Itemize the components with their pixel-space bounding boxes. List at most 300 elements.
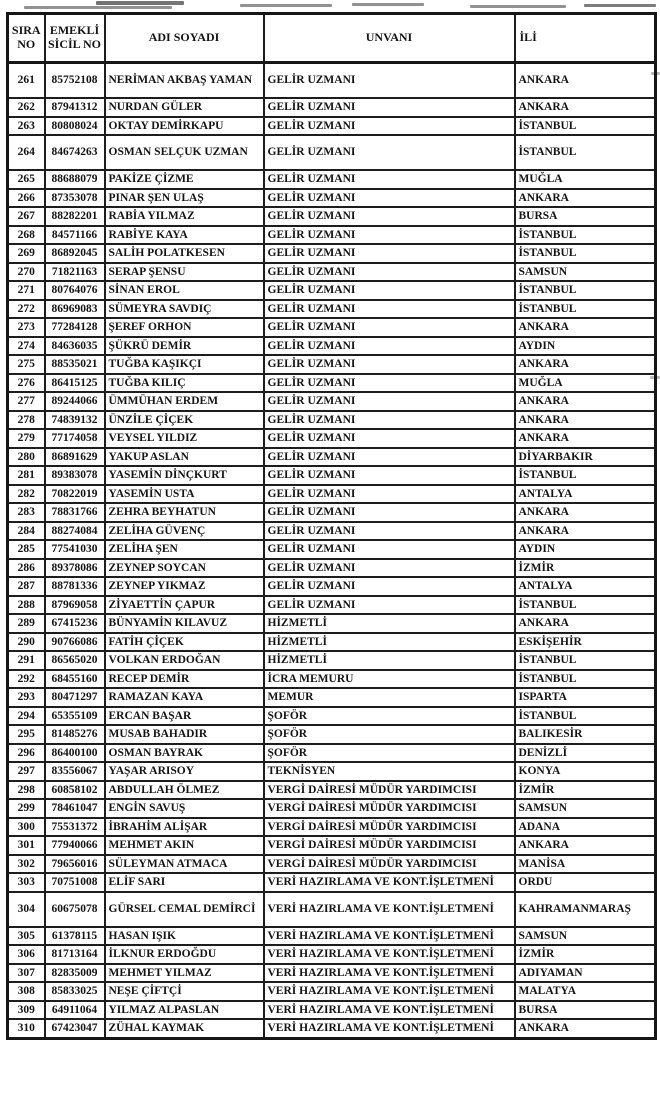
- cell-sira-no: 291: [8, 651, 45, 670]
- cell-unvani: GELİR UZMANI: [264, 300, 515, 319]
- cell-sira-no: 302: [8, 855, 45, 874]
- personnel-table: [6, 12, 657, 1040]
- table-row: [8, 263, 656, 282]
- cell-sicil-no: 77174058: [45, 429, 105, 448]
- cell-sicil-no: 77940066: [45, 836, 105, 855]
- table-row: [8, 244, 656, 263]
- cell-sicil-no: 90766086: [45, 633, 105, 652]
- cell-adi-soyadi: ZEHRA BEYHATUN: [105, 503, 264, 522]
- table-row: [8, 540, 656, 559]
- cell-ili: ANKARA: [515, 503, 656, 522]
- cell-sicil-no: 85752108: [45, 63, 105, 99]
- table-row: [8, 411, 656, 430]
- cell-sira-no: 307: [8, 964, 45, 983]
- cell-sicil-no: 68455160: [45, 670, 105, 689]
- table-row: [8, 466, 656, 485]
- scan-artifact: [96, 1, 184, 5]
- cell-sicil-no: 67423047: [45, 1019, 105, 1038]
- cell-unvani: VERİ HAZIRLAMA VE KONT.İŞLETMENİ: [264, 873, 515, 892]
- cell-sicil-no: 60675078: [45, 892, 105, 927]
- cell-sira-no: 289: [8, 614, 45, 633]
- table-row: [8, 559, 656, 578]
- cell-sicil-no: 65355109: [45, 707, 105, 726]
- cell-sicil-no: 86565020: [45, 651, 105, 670]
- table-row: [8, 117, 656, 136]
- table-row: [8, 503, 656, 522]
- cell-ili: MUĞLA: [515, 374, 656, 393]
- table-row: [8, 1001, 656, 1020]
- cell-sira-no: 286: [8, 559, 45, 578]
- cell-sira-no: 273: [8, 318, 45, 337]
- cell-sira-no: 304: [8, 892, 45, 927]
- table-row: [8, 707, 656, 726]
- cell-ili: SAMSUN: [515, 263, 656, 282]
- table-row: [8, 392, 656, 411]
- cell-ili: ANKARA: [515, 63, 656, 99]
- cell-unvani: ŞOFÖR: [264, 744, 515, 763]
- cell-sicil-no: 86415125: [45, 374, 105, 393]
- cell-ili: İZMİR: [515, 559, 656, 578]
- cell-sira-no: 283: [8, 503, 45, 522]
- cell-ili: KONYA: [515, 762, 656, 781]
- cell-unvani: GELİR UZMANI: [264, 226, 515, 245]
- cell-unvani: GELİR UZMANI: [264, 485, 515, 504]
- cell-adi-soyadi: ŞÜKRÜ DEMİR: [105, 337, 264, 356]
- cell-ili: İSTANBUL: [515, 466, 656, 485]
- cell-unvani: GELİR UZMANI: [264, 429, 515, 448]
- cell-unvani: HİZMETLİ: [264, 633, 515, 652]
- cell-sicil-no: 85833025: [45, 982, 105, 1001]
- cell-ili: ANTALYA: [515, 577, 656, 596]
- cell-sicil-no: 88535021: [45, 355, 105, 374]
- cell-unvani: GELİR UZMANI: [264, 63, 515, 99]
- cell-ili: MALATYA: [515, 982, 656, 1001]
- table-row: [8, 596, 656, 615]
- cell-adi-soyadi: RAMAZAN KAYA: [105, 688, 264, 707]
- cell-adi-soyadi: VOLKAN ERDOĞAN: [105, 651, 264, 670]
- cell-sicil-no: 84636035: [45, 337, 105, 356]
- cell-ili: ANKARA: [515, 392, 656, 411]
- cell-unvani: TEKNİSYEN: [264, 762, 515, 781]
- cell-unvani: GELİR UZMANI: [264, 466, 515, 485]
- cell-sicil-no: 88781336: [45, 577, 105, 596]
- cell-unvani: GELİR UZMANI: [264, 559, 515, 578]
- cell-sira-no: 301: [8, 836, 45, 855]
- cell-ili: AYDIN: [515, 337, 656, 356]
- cell-adi-soyadi: ŞEREF ORHON: [105, 318, 264, 337]
- cell-sira-no: 281: [8, 466, 45, 485]
- table-row: [8, 799, 656, 818]
- cell-adi-soyadi: YAKUP ASLAN: [105, 448, 264, 467]
- cell-sicil-no: 67415236: [45, 614, 105, 633]
- cell-unvani: VERİ HAZIRLAMA VE KONT.İŞLETMENİ: [264, 982, 515, 1001]
- cell-sicil-no: 88282201: [45, 207, 105, 226]
- cell-unvani: VERİ HAZIRLAMA VE KONT.İŞLETMENİ: [264, 1001, 515, 1020]
- cell-ili: SAMSUN: [515, 799, 656, 818]
- cell-adi-soyadi: NERİMAN AKBAŞ YAMAN: [105, 63, 264, 99]
- table-row: [8, 836, 656, 855]
- cell-sicil-no: 79656016: [45, 855, 105, 874]
- cell-sira-no: 279: [8, 429, 45, 448]
- cell-sicil-no: 80808024: [45, 117, 105, 136]
- cell-adi-soyadi: SÜLEYMAN ATMACA: [105, 855, 264, 874]
- scan-artifact: [240, 4, 332, 7]
- table-row: [8, 651, 656, 670]
- cell-adi-soyadi: RABİYE KAYA: [105, 226, 264, 245]
- cell-ili: İSTANBUL: [515, 226, 656, 245]
- cell-sira-no: 271: [8, 281, 45, 300]
- cell-unvani: GELİR UZMANI: [264, 540, 515, 559]
- cell-sira-no: 300: [8, 818, 45, 837]
- cell-unvani: İCRA MEMURU: [264, 670, 515, 689]
- table-row: [8, 670, 656, 689]
- cell-sicil-no: 77284128: [45, 318, 105, 337]
- cell-sicil-no: 87941312: [45, 98, 105, 117]
- cell-sicil-no: 81485276: [45, 725, 105, 744]
- cell-unvani: VERGİ DAİRESİ MÜDÜR YARDIMCISI: [264, 781, 515, 800]
- cell-sira-no: 303: [8, 873, 45, 892]
- cell-sira-no: 287: [8, 577, 45, 596]
- cell-ili: İSTANBUL: [515, 707, 656, 726]
- header-sira-no: SIRA NO: [8, 14, 45, 63]
- cell-unvani: HİZMETLİ: [264, 651, 515, 670]
- table-row: [8, 614, 656, 633]
- cell-adi-soyadi: TUĞBA KAŞIKÇI: [105, 355, 264, 374]
- scan-artifact: [24, 6, 172, 9]
- cell-adi-soyadi: NURDAN GÜLER: [105, 98, 264, 117]
- cell-adi-soyadi: TUĞBA KILIÇ: [105, 374, 264, 393]
- cell-adi-soyadi: SALİH POLATKESEN: [105, 244, 264, 263]
- cell-unvani: VERİ HAZIRLAMA VE KONT.İŞLETMENİ: [264, 927, 515, 946]
- cell-adi-soyadi: ERCAN BAŞAR: [105, 707, 264, 726]
- cell-ili: İSTANBUL: [515, 670, 656, 689]
- table-row: [8, 485, 656, 504]
- cell-sira-no: 308: [8, 982, 45, 1001]
- cell-adi-soyadi: NEŞE ÇİFTÇİ: [105, 982, 264, 1001]
- cell-sicil-no: 71821163: [45, 263, 105, 282]
- cell-sicil-no: 88274084: [45, 522, 105, 541]
- table-row: [8, 63, 656, 99]
- cell-ili: ANKARA: [515, 189, 656, 208]
- table-row: [8, 982, 656, 1001]
- cell-sira-no: 276: [8, 374, 45, 393]
- cell-ili: BURSA: [515, 1001, 656, 1020]
- cell-adi-soyadi: ZEYNEP SOYCAN: [105, 559, 264, 578]
- cell-unvani: GELİR UZMANI: [264, 281, 515, 300]
- cell-unvani: GELİR UZMANI: [264, 392, 515, 411]
- cell-ili: ANKARA: [515, 1019, 656, 1038]
- cell-adi-soyadi: SÜMEYRA SAVDIÇ: [105, 300, 264, 319]
- table-row: [8, 429, 656, 448]
- header-ili: İLİ: [515, 14, 656, 63]
- cell-ili: ANKARA: [515, 411, 656, 430]
- cell-adi-soyadi: ZELİHA GÜVENÇ: [105, 522, 264, 541]
- header-adi-soyadi: ADI SOYADI: [105, 14, 264, 63]
- cell-ili: İSTANBUL: [515, 596, 656, 615]
- cell-sicil-no: 81713164: [45, 945, 105, 964]
- cell-ili: ADIYAMAN: [515, 964, 656, 983]
- cell-adi-soyadi: OSMAN SELÇUK UZMAN: [105, 135, 264, 170]
- cell-sicil-no: 74839132: [45, 411, 105, 430]
- cell-ili: ORDU: [515, 873, 656, 892]
- cell-ili: İSTANBUL: [515, 117, 656, 136]
- cell-adi-soyadi: ABDULLAH ÖLMEZ: [105, 781, 264, 800]
- table-row: [8, 762, 656, 781]
- cell-ili: İSTANBUL: [515, 281, 656, 300]
- table-row: [8, 355, 656, 374]
- header-unvani: UNVANI: [264, 14, 515, 63]
- cell-unvani: GELİR UZMANI: [264, 596, 515, 615]
- cell-sicil-no: 89383078: [45, 466, 105, 485]
- cell-adi-soyadi: RECEP DEMİR: [105, 670, 264, 689]
- cell-sicil-no: 77541030: [45, 540, 105, 559]
- table-row: [8, 448, 656, 467]
- cell-ili: DENİZLİ: [515, 744, 656, 763]
- cell-adi-soyadi: BÜNYAMİN KILAVUZ: [105, 614, 264, 633]
- scan-artifact: [352, 3, 424, 6]
- cell-unvani: MEMUR: [264, 688, 515, 707]
- cell-sira-no: 264: [8, 135, 45, 170]
- cell-sira-no: 306: [8, 945, 45, 964]
- table-row: [8, 374, 656, 393]
- cell-unvani: GELİR UZMANI: [264, 207, 515, 226]
- cell-unvani: GELİR UZMANI: [264, 189, 515, 208]
- cell-sira-no: 278: [8, 411, 45, 430]
- table-row: [8, 855, 656, 874]
- cell-sicil-no: 87353078: [45, 189, 105, 208]
- cell-adi-soyadi: PAKİZE ÇİZME: [105, 170, 264, 189]
- cell-sicil-no: 86969083: [45, 300, 105, 319]
- cell-sira-no: 263: [8, 117, 45, 136]
- cell-unvani: GELİR UZMANI: [264, 522, 515, 541]
- cell-ili: ANKARA: [515, 836, 656, 855]
- cell-ili: AYDIN: [515, 540, 656, 559]
- cell-sicil-no: 75531372: [45, 818, 105, 837]
- cell-adi-soyadi: MUSAB BAHADIR: [105, 725, 264, 744]
- cell-sira-no: 267: [8, 207, 45, 226]
- cell-sira-no: 280: [8, 448, 45, 467]
- scan-artifact: [470, 5, 566, 8]
- cell-unvani: GELİR UZMANI: [264, 577, 515, 596]
- cell-ili: ADANA: [515, 818, 656, 837]
- cell-sicil-no: 78831766: [45, 503, 105, 522]
- cell-sira-no: 288: [8, 596, 45, 615]
- cell-sicil-no: 64911064: [45, 1001, 105, 1020]
- cell-unvani: GELİR UZMANI: [264, 135, 515, 170]
- cell-adi-soyadi: SERAP ŞENSU: [105, 263, 264, 282]
- cell-sira-no: 297: [8, 762, 45, 781]
- cell-ili: ANTALYA: [515, 485, 656, 504]
- cell-ili: ANKARA: [515, 98, 656, 117]
- cell-sicil-no: 78461047: [45, 799, 105, 818]
- cell-unvani: GELİR UZMANI: [264, 337, 515, 356]
- cell-ili: SAMSUN: [515, 927, 656, 946]
- cell-ili: ISPARTA: [515, 688, 656, 707]
- table-header-row: [8, 14, 656, 63]
- cell-sicil-no: 84571166: [45, 226, 105, 245]
- cell-adi-soyadi: PINAR ŞEN ULAŞ: [105, 189, 264, 208]
- cell-sira-no: 282: [8, 485, 45, 504]
- cell-adi-soyadi: ÜMMÜHAN ERDEM: [105, 392, 264, 411]
- cell-unvani: ŞOFÖR: [264, 725, 515, 744]
- cell-unvani: VERİ HAZIRLAMA VE KONT.İŞLETMENİ: [264, 945, 515, 964]
- cell-sira-no: 266: [8, 189, 45, 208]
- table-row: [8, 207, 656, 226]
- cell-sicil-no: 89378086: [45, 559, 105, 578]
- cell-unvani: VERGİ DAİRESİ MÜDÜR YARDIMCISI: [264, 818, 515, 837]
- table-row: [8, 170, 656, 189]
- cell-sicil-no: 80471297: [45, 688, 105, 707]
- cell-ili: İZMİR: [515, 781, 656, 800]
- cell-sira-no: 295: [8, 725, 45, 744]
- table-row: [8, 945, 656, 964]
- cell-adi-soyadi: YASEMİN DİNÇKURT: [105, 466, 264, 485]
- cell-adi-soyadi: ÜNZİLE ÇİÇEK: [105, 411, 264, 430]
- cell-adi-soyadi: ELİF SARI: [105, 873, 264, 892]
- cell-adi-soyadi: ZÜHAL KAYMAK: [105, 1019, 264, 1038]
- cell-adi-soyadi: HASAN IŞIK: [105, 927, 264, 946]
- cell-sira-no: 268: [8, 226, 45, 245]
- cell-unvani: HİZMETLİ: [264, 614, 515, 633]
- cell-adi-soyadi: İBRAHİM ALİŞAR: [105, 818, 264, 837]
- cell-sira-no: 270: [8, 263, 45, 282]
- header-emekli-sicil-no: EMEKLİ SİCİL NO: [45, 14, 105, 63]
- cell-sira-no: 293: [8, 688, 45, 707]
- cell-unvani: VERGİ DAİRESİ MÜDÜR YARDIMCISI: [264, 836, 515, 855]
- cell-sira-no: 262: [8, 98, 45, 117]
- cell-sira-no: 299: [8, 799, 45, 818]
- table-row: [8, 725, 656, 744]
- cell-sira-no: 274: [8, 337, 45, 356]
- cell-sicil-no: 82835009: [45, 964, 105, 983]
- cell-unvani: GELİR UZMANI: [264, 355, 515, 374]
- cell-adi-soyadi: OKTAY DEMİRKAPU: [105, 117, 264, 136]
- cell-adi-soyadi: GÜRSEL CEMAL DEMİRCİ: [105, 892, 264, 927]
- cell-sira-no: 296: [8, 744, 45, 763]
- cell-ili: İSTANBUL: [515, 300, 656, 319]
- cell-sira-no: 309: [8, 1001, 45, 1020]
- cell-sicil-no: 86891629: [45, 448, 105, 467]
- table-row: [8, 189, 656, 208]
- cell-sira-no: 275: [8, 355, 45, 374]
- scan-artifact: [584, 4, 656, 7]
- table-row: [8, 927, 656, 946]
- cell-sira-no: 310: [8, 1019, 45, 1038]
- cell-sicil-no: 80764076: [45, 281, 105, 300]
- table-row: [8, 337, 656, 356]
- cell-sira-no: 269: [8, 244, 45, 263]
- cell-adi-soyadi: FATİH ÇİÇEK: [105, 633, 264, 652]
- cell-ili: MANİSA: [515, 855, 656, 874]
- cell-ili: İZMİR: [515, 945, 656, 964]
- cell-unvani: VERGİ DAİRESİ MÜDÜR YARDIMCISI: [264, 799, 515, 818]
- cell-adi-soyadi: YASEMİN USTA: [105, 485, 264, 504]
- cell-sicil-no: 84674263: [45, 135, 105, 170]
- cell-sicil-no: 61378115: [45, 927, 105, 946]
- cell-adi-soyadi: YAŞAR ARISOY: [105, 762, 264, 781]
- table-row: [8, 98, 656, 117]
- cell-ili: KAHRAMANMARAŞ: [515, 892, 656, 927]
- table-row: [8, 964, 656, 983]
- cell-sira-no: 285: [8, 540, 45, 559]
- cell-unvani: GELİR UZMANI: [264, 318, 515, 337]
- cell-ili: ANKARA: [515, 522, 656, 541]
- table-row: [8, 522, 656, 541]
- table-row: [8, 633, 656, 652]
- cell-adi-soyadi: VEYSEL YILDIZ: [105, 429, 264, 448]
- cell-unvani: VERİ HAZIRLAMA VE KONT.İŞLETMENİ: [264, 1019, 515, 1038]
- cell-sicil-no: 88688079: [45, 170, 105, 189]
- cell-sira-no: 261: [8, 63, 45, 99]
- cell-ili: MUĞLA: [515, 170, 656, 189]
- cell-ili: DİYARBAKIR: [515, 448, 656, 467]
- cell-unvani: GELİR UZMANI: [264, 98, 515, 117]
- cell-unvani: GELİR UZMANI: [264, 263, 515, 282]
- cell-unvani: VERİ HAZIRLAMA VE KONT.İŞLETMENİ: [264, 892, 515, 927]
- cell-sira-no: 265: [8, 170, 45, 189]
- table-row: [8, 873, 656, 892]
- table-row: [8, 818, 656, 837]
- table-row: [8, 226, 656, 245]
- cell-sira-no: 292: [8, 670, 45, 689]
- cell-sicil-no: 87969058: [45, 596, 105, 615]
- cell-ili: ANKARA: [515, 355, 656, 374]
- cell-unvani: VERGİ DAİRESİ MÜDÜR YARDIMCISI: [264, 855, 515, 874]
- cell-adi-soyadi: YILMAZ ALPASLAN: [105, 1001, 264, 1020]
- table-row: [8, 577, 656, 596]
- cell-ili: ANKARA: [515, 429, 656, 448]
- cell-sira-no: 298: [8, 781, 45, 800]
- cell-unvani: GELİR UZMANI: [264, 170, 515, 189]
- cell-adi-soyadi: ZİYAETTİN ÇAPUR: [105, 596, 264, 615]
- cell-sira-no: 277: [8, 392, 45, 411]
- table-row: [8, 744, 656, 763]
- table-row: [8, 281, 656, 300]
- cell-unvani: ŞOFÖR: [264, 707, 515, 726]
- cell-unvani: GELİR UZMANI: [264, 411, 515, 430]
- cell-adi-soyadi: ZELİHA ŞEN: [105, 540, 264, 559]
- cell-unvani: GELİR UZMANI: [264, 448, 515, 467]
- cell-adi-soyadi: MEHMET AKIN: [105, 836, 264, 855]
- cell-ili: ANKARA: [515, 614, 656, 633]
- cell-unvani: GELİR UZMANI: [264, 244, 515, 263]
- table-row: [8, 1019, 656, 1038]
- cell-sicil-no: 86892045: [45, 244, 105, 263]
- table-row: [8, 300, 656, 319]
- table-row: [8, 318, 656, 337]
- cell-adi-soyadi: İLKNUR ERDOĞDU: [105, 945, 264, 964]
- table-row: [8, 688, 656, 707]
- cell-sicil-no: 89244066: [45, 392, 105, 411]
- cell-unvani: GELİR UZMANI: [264, 117, 515, 136]
- cell-ili: ANKARA: [515, 318, 656, 337]
- cell-sicil-no: 83556067: [45, 762, 105, 781]
- cell-sira-no: 284: [8, 522, 45, 541]
- cell-sira-no: 290: [8, 633, 45, 652]
- cell-sira-no: 294: [8, 707, 45, 726]
- cell-sicil-no: 86400100: [45, 744, 105, 763]
- cell-ili: İSTANBUL: [515, 135, 656, 170]
- cell-adi-soyadi: ENGİN SAVUŞ: [105, 799, 264, 818]
- cell-ili: İSTANBUL: [515, 244, 656, 263]
- cell-sicil-no: 70822019: [45, 485, 105, 504]
- cell-adi-soyadi: MEHMET YILMAZ: [105, 964, 264, 983]
- cell-ili: BALIKESİR: [515, 725, 656, 744]
- table-row: [8, 781, 656, 800]
- cell-unvani: GELİR UZMANI: [264, 503, 515, 522]
- cell-adi-soyadi: ZEYNEP YIKMAZ: [105, 577, 264, 596]
- table-body: [8, 63, 656, 1039]
